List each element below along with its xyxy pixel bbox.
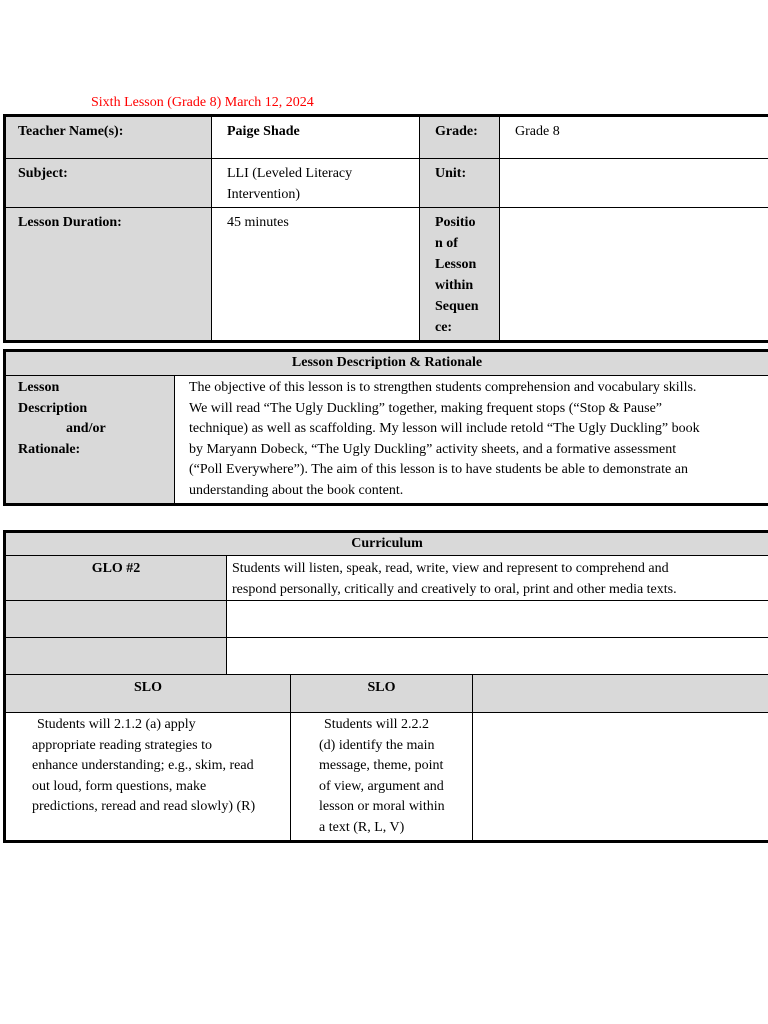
unit-label: Unit:	[420, 159, 500, 208]
slo-2-line: message, theme, point	[319, 758, 444, 773]
slo-1-line: appropriate reading strategies to	[32, 737, 212, 753]
empty-label-cell	[5, 638, 227, 675]
subject-value-line: Intervention)	[227, 187, 301, 202]
lesson-duration-value: 45 minutes	[212, 208, 420, 342]
slo-2-text	[291, 713, 473, 842]
slo-2-line: (d) identify the main	[319, 737, 435, 753]
glo-text	[227, 556, 768, 601]
teacher-name-label: Teacher Name(s):	[5, 116, 212, 159]
description-line: understanding about the book content.	[189, 482, 404, 498]
empty-value-cell	[227, 601, 768, 638]
position-label	[420, 208, 500, 342]
curriculum-table	[3, 530, 768, 843]
slo-1-line: predictions, reread and read slowly) (R)	[32, 799, 256, 814]
position-label-line: n of	[435, 236, 458, 251]
description-line: by Maryann Dobeck, “The Ugly Duckling” activity sheets, and a formative assessment	[189, 441, 677, 457]
grade-label: Grade:	[420, 116, 500, 159]
unit-value	[500, 159, 768, 208]
description-label-line: Lesson	[18, 380, 60, 395]
lesson-info-table	[3, 114, 768, 343]
empty-label-cell	[5, 601, 227, 638]
slo-header: SLO	[291, 675, 473, 713]
slo-2-line: of view, argument and	[319, 778, 444, 794]
description-label-line: Description	[18, 400, 88, 416]
glo-line: Students will listen, speak, read, write, view and represent to comprehend and	[232, 561, 669, 576]
slo-1-line: out loud, form questions, make	[32, 778, 207, 794]
position-label-line: Positio	[435, 215, 476, 230]
curriculum-header: Curriculum	[5, 532, 768, 556]
slo-2-line: Students will 2.2.2	[324, 717, 430, 732]
slo-1-line: Students will 2.1.2 (a) apply	[37, 717, 196, 732]
slo-2-line: a text (R, L, V)	[319, 819, 405, 835]
description-label-line: Rationale:	[18, 441, 81, 457]
position-label-line: ce:	[435, 320, 453, 335]
lesson-description-table	[3, 349, 768, 506]
glo-line: respond personally, critically and creatively to oral, print and other media texts.	[232, 581, 677, 597]
slo-header: SLO	[5, 675, 291, 713]
position-value	[500, 208, 768, 342]
subject-label: Subject:	[5, 159, 212, 208]
description-text	[175, 376, 768, 505]
slo-1-line: enhance understanding; e.g., skim, read	[32, 758, 254, 773]
position-label-line: within	[435, 278, 474, 293]
subject-value	[212, 159, 420, 208]
description-line: The objective of this lesson is to strengthen students comprehension and vocabulary skills.	[189, 380, 697, 395]
slo-1-text	[5, 713, 291, 842]
description-line: technique) as well as scaffolding. My lesson will include retold “The Ugly Duckling” book	[189, 421, 700, 436]
slo-2-line: lesson or moral within	[319, 799, 445, 814]
slo-3-text	[473, 713, 768, 842]
position-label-line: Lesson	[435, 257, 477, 272]
slo-header-empty	[473, 675, 768, 713]
description-label	[5, 376, 175, 505]
subject-value-line: LLI (Leveled Literacy	[227, 166, 353, 181]
lesson-duration-label: Lesson Duration:	[5, 208, 212, 342]
grade-value: Grade 8	[500, 116, 768, 159]
position-label-line: Sequen	[435, 299, 479, 314]
empty-value-cell	[227, 638, 768, 675]
description-line: (“Poll Everywhere”). The aim of this lesson is to have students be able to demonstrate an	[189, 462, 688, 477]
description-header: Lesson Description & Rationale	[5, 351, 768, 376]
description-line: We will read “The Ugly Duckling” together, making frequent stops (“Stop & Pause”	[189, 400, 663, 416]
lesson-heading: Sixth Lesson (Grade 8) March 12, 2024	[91, 95, 314, 110]
description-label-line: and/or	[66, 421, 106, 436]
teacher-name-value: Paige Shade	[212, 116, 420, 159]
glo-label: GLO #2	[5, 556, 227, 601]
